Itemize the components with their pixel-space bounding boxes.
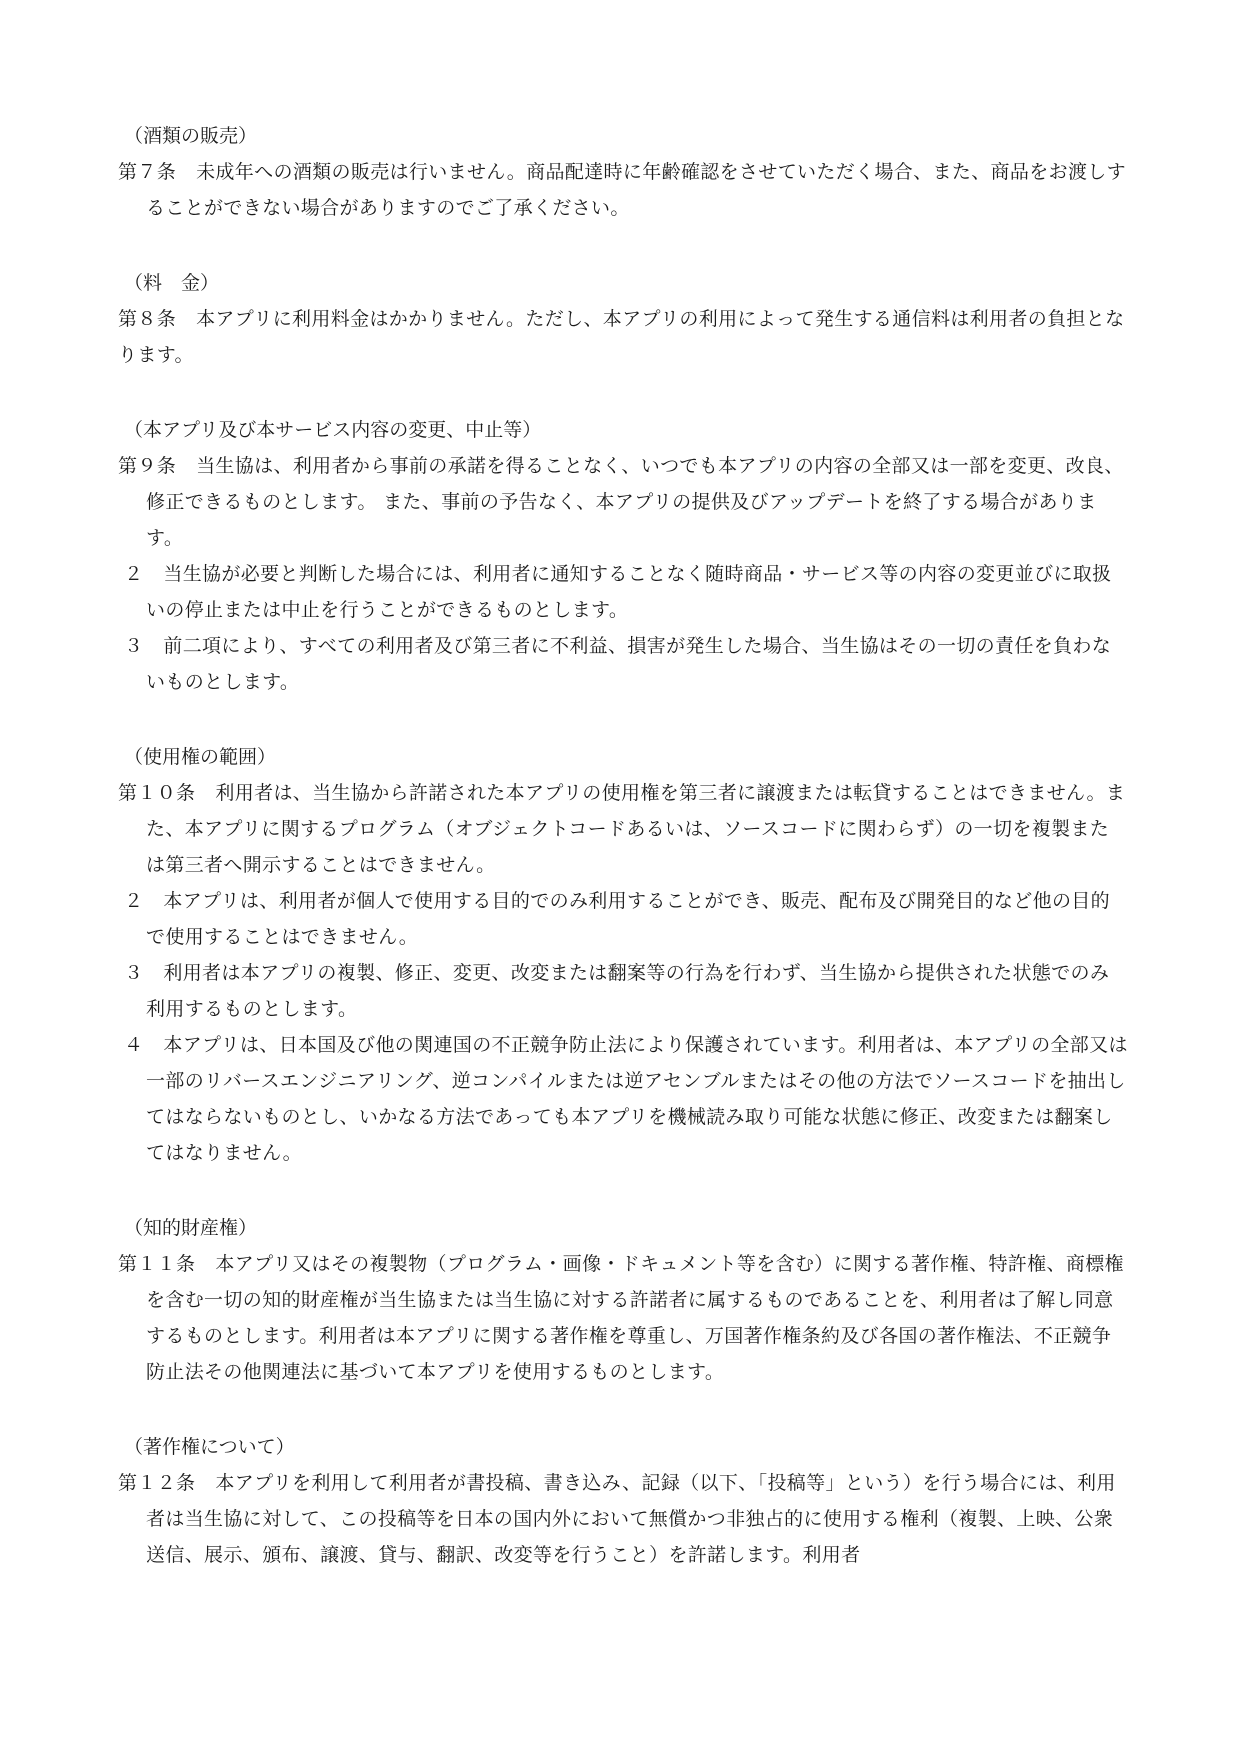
article-text: 本アプリを利用して利用者が書投稿、書き込み、記録（以下、「投稿等」という）を行う場合には、利用者は当生協に対して、この投稿等を日本の国内外において無償かつ非独占的に使用する権利（複製、上映、公衆送信、展示、頒布、譲渡、貸与、翻訳、改変等を行うこと）を許諾します。利用者 [146, 1472, 1116, 1566]
clause-text: 本アプリは、日本国及び他の関連国の不正競争防止法により保護されています。利用者は、本アプリの全部又は一部のリバースエンジニアリング、逆コンパイルまたは逆アセンブルまたはその他の方法でソースコードを抽出してはならないものとし、いかなる方法であっても本アプリを機械読み取り可能な状態に修正、改変または翻案してはなりません。 [146, 1034, 1128, 1164]
clause-paragraph [118, 883, 1128, 955]
section-heading: （使用権の範囲） [124, 746, 277, 768]
clause-paragraph [118, 556, 1128, 628]
section-fees [118, 265, 1128, 373]
clause-paragraph [118, 628, 1128, 700]
article-text: 未成年への酒類の販売は行いません。商品配達時に年齢確認をさせていただく場合、また、商品をお渡しすることができない場合がありますのでご了承ください。 [146, 161, 1127, 219]
section-heading: （料 金） [124, 272, 220, 294]
section-heading: （知的財産権） [124, 1217, 258, 1239]
section-heading: （本アプリ及び本サービス内容の変更、中止等） [124, 419, 542, 441]
clause-paragraph [118, 955, 1128, 1027]
clause-number: ４ [124, 1034, 144, 1056]
article-paragraph [118, 448, 1128, 556]
section-liquor-sales [118, 118, 1128, 226]
clause-text: 本アプリは、利用者が個人で使用する目的でのみ利用することができ、販売、配布及び開発目的など他の目的で使用することはできません。 [146, 890, 1110, 948]
clause-text: 当生協が必要と判断した場合には、利用者に通知することなく随時商品・サービス等の内容の変更並びに取扱いの停止または中止を行うことができるものとします。 [146, 563, 1112, 621]
article-text: 利用者は、当生協から許諾された本アプリの使用権を第三者に譲渡または転貸することはできません。また、本アプリに関するプログラム（オブジェクトコードあるいは、ソースコードに関わらず）の一切を複製または第三者へ開示することはできません。 [146, 782, 1126, 876]
clause-number: ３ [124, 962, 144, 984]
section-changes [118, 412, 1128, 700]
clause-text: 前二項により、すべての利用者及び第三者に不利益、損害が発生した場合、当生協はその一切の責任を負わないものとします。 [146, 635, 1112, 693]
clause-number: ２ [124, 563, 144, 585]
clause-number: ２ [124, 890, 144, 912]
clause-text: 利用者は本アプリの複製、修正、変更、改変または翻案等の行為を行わず、当生協から提供された状態でのみ利用するものとします。 [146, 962, 1110, 1020]
article-paragraph [118, 1246, 1128, 1390]
article-text: 本アプリに利用料金はかかりません。ただし、本アプリの利用によって発生する通信料は利用者の負担となります。 [118, 308, 1125, 366]
article-number: 第８条 [118, 308, 177, 330]
article-number: 第９条 [118, 455, 177, 477]
article-text: 本アプリ又はその複製物（プログラム・画像・ドキュメント等を含む）に関する著作権、特許権、商標権を含む一切の知的財産権が当生協または当生協に対する許諾者に属するものであることを、利用者は了解し同意するものとします。利用者は本アプリに関する著作権を尊重し、万国著作権条約及び各国の著作権法、不正競争防止法その他関連法に基づいて本アプリを使用するものとします。 [146, 1253, 1124, 1383]
section-copyright [118, 1429, 1128, 1573]
article-number: 第７条 [118, 161, 177, 183]
article-paragraph [118, 301, 1128, 373]
article-number: 第１２条 [118, 1472, 196, 1494]
section-heading: （酒類の販売） [124, 125, 258, 147]
section-intellectual-property [118, 1210, 1128, 1390]
section-usage-rights [118, 739, 1128, 1171]
clause-number: ３ [124, 635, 144, 657]
article-paragraph [118, 775, 1128, 883]
article-paragraph [118, 1465, 1128, 1573]
document-page [118, 118, 1128, 1612]
article-text: 当生協は、利用者から事前の承諾を得ることなく、いつでも本アプリの内容の全部又は一部を変更、改良、修正できるものとします。 また、事前の予告なく、本アプリの提供及びアップデートを終了する場合があります。 [146, 455, 1124, 549]
article-number: 第１０条 [118, 782, 196, 804]
article-paragraph [118, 154, 1128, 226]
article-number: 第１１条 [118, 1253, 196, 1275]
section-heading: （著作権について） [124, 1436, 295, 1458]
clause-paragraph [118, 1027, 1128, 1171]
